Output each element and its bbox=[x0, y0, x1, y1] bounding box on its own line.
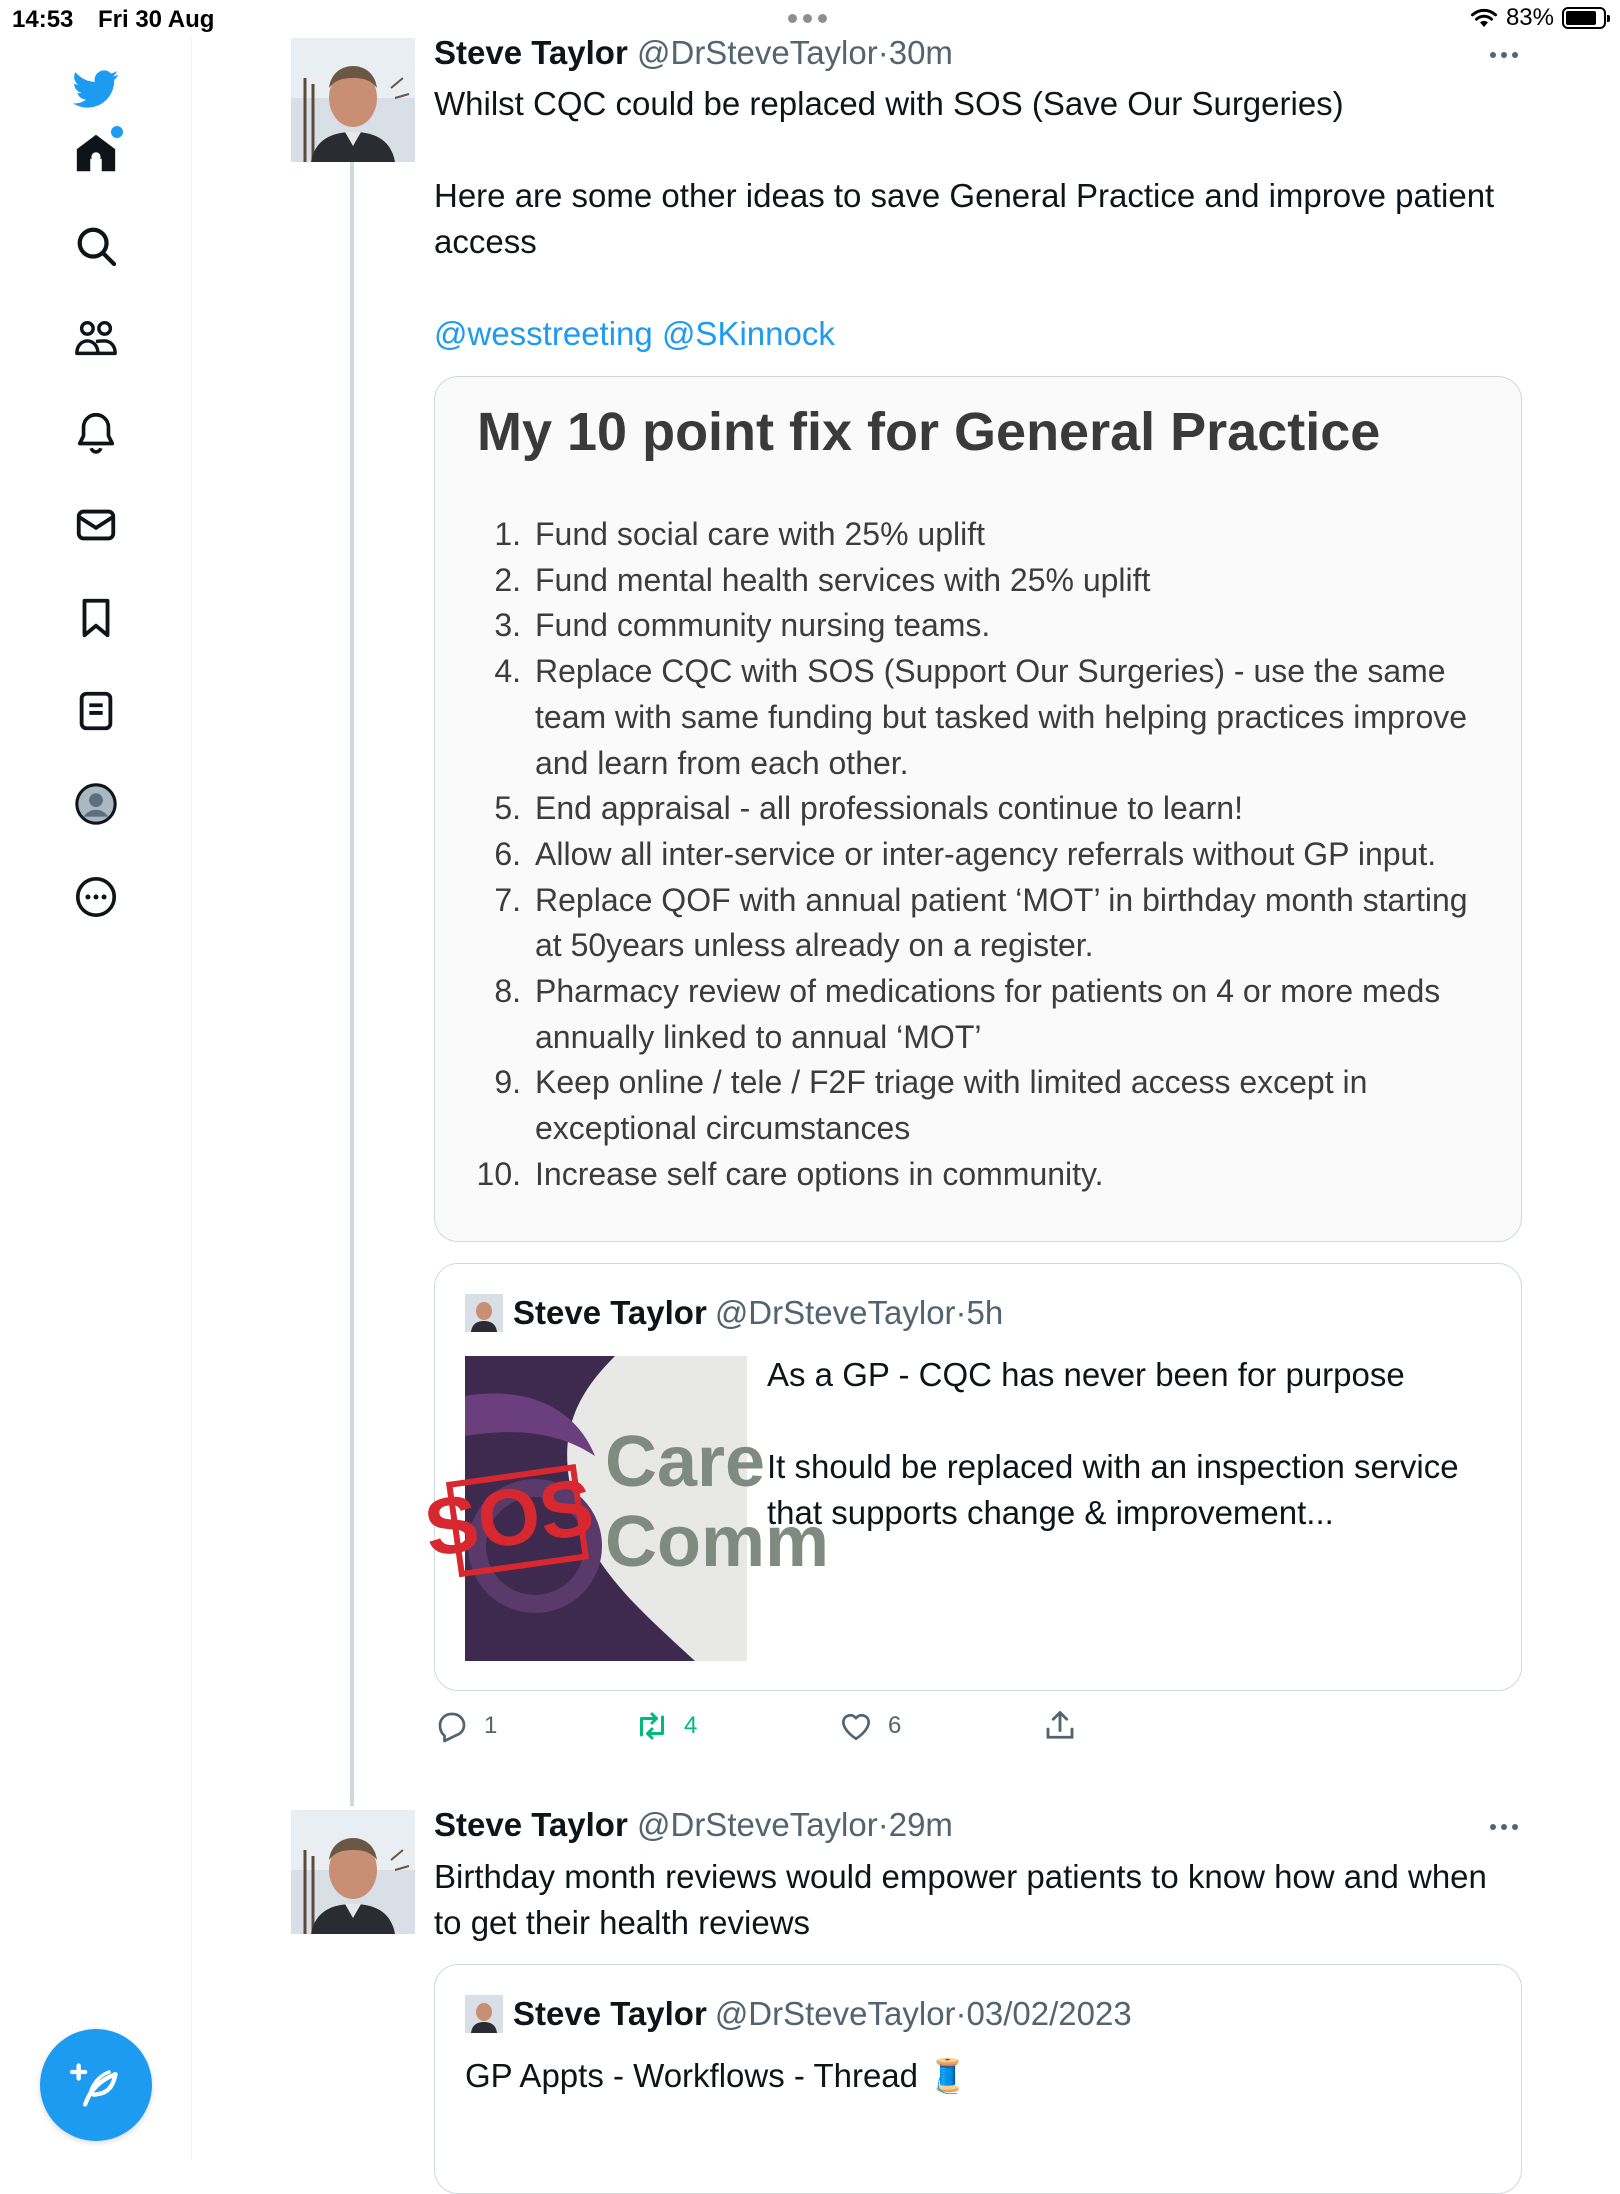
retweet-count: 4 bbox=[684, 1712, 698, 1739]
author-name[interactable]: Steve Taylor bbox=[434, 1806, 628, 1843]
tweet-text bbox=[434, 81, 1534, 265]
fix-list-item bbox=[475, 969, 1495, 1060]
tweet-time[interactable]: 29m bbox=[888, 1806, 953, 1843]
more-circle-icon bbox=[73, 874, 119, 920]
author-handle[interactable]: @DrSteveTaylor bbox=[636, 1806, 878, 1843]
avatar[interactable] bbox=[291, 1810, 415, 1934]
fix-item-number: 2. bbox=[494, 561, 521, 598]
quoted-tweet[interactable] bbox=[419, 1263, 1522, 1691]
nav-home[interactable] bbox=[67, 124, 125, 182]
tweet-mentions bbox=[434, 315, 835, 353]
nav-more[interactable] bbox=[67, 868, 125, 926]
fix-list-item bbox=[475, 1060, 1495, 1151]
fix-item-text: End appraisal - all professionals continue to learn! bbox=[535, 790, 1243, 827]
retweet-button[interactable] bbox=[634, 1708, 697, 1744]
fix-item-text: Fund mental health services with 25% uplift bbox=[535, 561, 1151, 598]
like-count: 6 bbox=[888, 1712, 902, 1739]
fix-item-number: 1. bbox=[494, 516, 521, 552]
reply-button[interactable] bbox=[434, 1708, 497, 1744]
fix-list-item bbox=[475, 878, 1495, 969]
status-time: 14:53 bbox=[12, 6, 74, 33]
nav-bookmarks[interactable] bbox=[67, 589, 125, 647]
image-title: My 10 point fix for General Practice bbox=[477, 402, 1381, 462]
fix-item-number: 9. bbox=[494, 1064, 521, 1101]
profile-avatar-icon bbox=[73, 781, 119, 827]
quoted-body: As a GP - CQC has never been for purpose It should be replaced with an inspection service that supports change & improvement... bbox=[767, 1356, 1459, 1531]
compose-tweet-button[interactable] bbox=[40, 2029, 152, 2141]
quoted-tweet[interactable] bbox=[434, 1964, 1522, 2194]
fix-item-number: 6. bbox=[494, 835, 521, 872]
fix-item-text: Replace CQC with SOS (Support Our Surgeries) - use the same team with same funding but tasked with helping practices improve and learn from each other. bbox=[535, 653, 1468, 781]
bookmark-icon bbox=[73, 595, 119, 641]
fix-item-number: 5. bbox=[494, 790, 521, 827]
tweet-header bbox=[434, 1806, 953, 1844]
fix-list-item bbox=[475, 786, 1495, 832]
tweet-body: Whilst CQC could be replaced with SOS (Save Our Surgeries) Here are some other ideas to save General Practice and improve patient access bbox=[434, 85, 1495, 260]
quoted-text bbox=[465, 2053, 1495, 2099]
fix-list-item bbox=[475, 603, 1495, 649]
wifi-icon bbox=[1470, 7, 1498, 29]
communities-icon bbox=[73, 316, 119, 362]
envelope-icon bbox=[73, 502, 119, 548]
tweet-image[interactable] bbox=[434, 376, 1522, 1242]
notification-dot bbox=[111, 126, 123, 138]
fix-list-item bbox=[475, 832, 1495, 878]
mention-link[interactable]: @wesstreeting bbox=[434, 315, 653, 352]
tweet-more-icon[interactable] bbox=[1490, 52, 1518, 58]
nav-communities[interactable] bbox=[67, 310, 125, 368]
thread-connector-line bbox=[350, 158, 354, 1806]
tweet-body: Birthday month reviews would empower patients to know how and when to get their health reviews bbox=[434, 1858, 1487, 1941]
status-bar bbox=[0, 0, 1620, 38]
like-button[interactable] bbox=[838, 1708, 901, 1744]
search-icon bbox=[73, 223, 119, 269]
quoted-avatar bbox=[465, 1294, 503, 1332]
thumb-text: Comm bbox=[605, 1502, 830, 1582]
status-date: Fri 30 Aug bbox=[98, 6, 215, 33]
quoted-avatar bbox=[465, 1995, 503, 2033]
reply-count: 1 bbox=[484, 1712, 498, 1739]
home-icon bbox=[73, 130, 119, 176]
quoted-author-handle: @DrSteveTaylor bbox=[714, 1294, 956, 1331]
author-handle[interactable]: @DrSteveTaylor bbox=[636, 34, 878, 71]
fix-item-number: 10. bbox=[476, 1155, 521, 1192]
twitter-logo-icon[interactable] bbox=[67, 60, 125, 118]
avatar[interactable] bbox=[291, 38, 415, 162]
fix-list-item bbox=[475, 1152, 1495, 1198]
fix-list-item bbox=[475, 512, 1495, 558]
fix-item-number: 4. bbox=[494, 653, 521, 690]
battery-icon bbox=[1562, 7, 1606, 29]
thumb-text: Care bbox=[605, 1422, 766, 1502]
separator: · bbox=[877, 34, 889, 71]
fix-item-number: 7. bbox=[494, 881, 521, 918]
tweet-time[interactable]: 30m bbox=[888, 34, 953, 71]
quoted-time: 5h bbox=[966, 1294, 1004, 1331]
nav-profile[interactable] bbox=[67, 775, 125, 833]
reply-icon bbox=[434, 1708, 470, 1744]
tweet-header bbox=[434, 34, 953, 72]
nav-messages[interactable] bbox=[67, 496, 125, 554]
fix-item-text: Fund community nursing teams. bbox=[535, 607, 991, 644]
fix-list bbox=[475, 512, 1495, 1198]
retweet-icon bbox=[634, 1708, 670, 1744]
fix-item-text: Replace QOF with annual patient ‘MOT’ in birthday month starting at 50years unless already on a register. bbox=[535, 881, 1468, 964]
tweet-text bbox=[434, 1854, 1514, 1946]
heart-icon bbox=[838, 1708, 874, 1744]
fix-list-item bbox=[475, 558, 1495, 604]
share-button[interactable] bbox=[1042, 1708, 1078, 1744]
quoted-thumbnail bbox=[419, 1356, 830, 1661]
quoted-author-name: Steve Taylor bbox=[513, 1995, 707, 2032]
fix-item-text: Keep online / tele / F2F triage with limited access except in exceptional circumstances bbox=[535, 1064, 1368, 1147]
status-right bbox=[1470, 4, 1606, 32]
quoted-tweet-header bbox=[465, 1294, 1003, 1332]
quoted-body: GP Appts - Workflows - Thread 🧵 bbox=[465, 2057, 969, 2094]
fix-item-text: Fund social care with 25% uplift bbox=[535, 516, 985, 552]
quoted-author-handle: @DrSteveTaylor bbox=[714, 1995, 956, 2032]
nav-lists[interactable] bbox=[67, 682, 125, 740]
share-icon bbox=[1042, 1708, 1078, 1744]
separator: · bbox=[955, 1294, 967, 1331]
separator: · bbox=[955, 1995, 967, 2032]
nav-notifications[interactable] bbox=[67, 403, 125, 461]
mention-link[interactable]: @SKinnock bbox=[661, 315, 835, 352]
quoted-tweet-header bbox=[465, 1995, 1132, 2033]
feather-plus-icon bbox=[70, 2059, 122, 2111]
fix-item-number: 3. bbox=[494, 607, 521, 644]
tweet-more-icon[interactable] bbox=[1490, 1824, 1518, 1830]
battery-percent: 83% bbox=[1505, 4, 1554, 31]
thumb-stamp: SOS bbox=[419, 1461, 599, 1574]
quoted-text bbox=[767, 1352, 1497, 1536]
separator: · bbox=[877, 1806, 889, 1843]
nav-explore[interactable] bbox=[67, 217, 125, 275]
quoted-time: 03/02/2023 bbox=[966, 1995, 1132, 2032]
fix-list-item bbox=[475, 649, 1495, 786]
fix-item-text: Allow all inter-service or inter-agency referrals without GP input. bbox=[535, 835, 1437, 872]
bell-icon bbox=[73, 409, 119, 455]
multitasking-dots-icon[interactable] bbox=[788, 14, 827, 23]
fix-item-text: Increase self care options in community. bbox=[535, 1155, 1104, 1192]
author-name[interactable]: Steve Taylor bbox=[434, 34, 628, 71]
lists-icon bbox=[73, 688, 119, 734]
fix-item-number: 8. bbox=[494, 973, 521, 1010]
fix-item-text: Pharmacy review of medications for patients on 4 or more meds annually linked to annual ‘MOT’ bbox=[535, 973, 1441, 1055]
sidebar-nav bbox=[0, 38, 192, 2160]
quoted-author-name: Steve Taylor bbox=[513, 1294, 707, 1331]
